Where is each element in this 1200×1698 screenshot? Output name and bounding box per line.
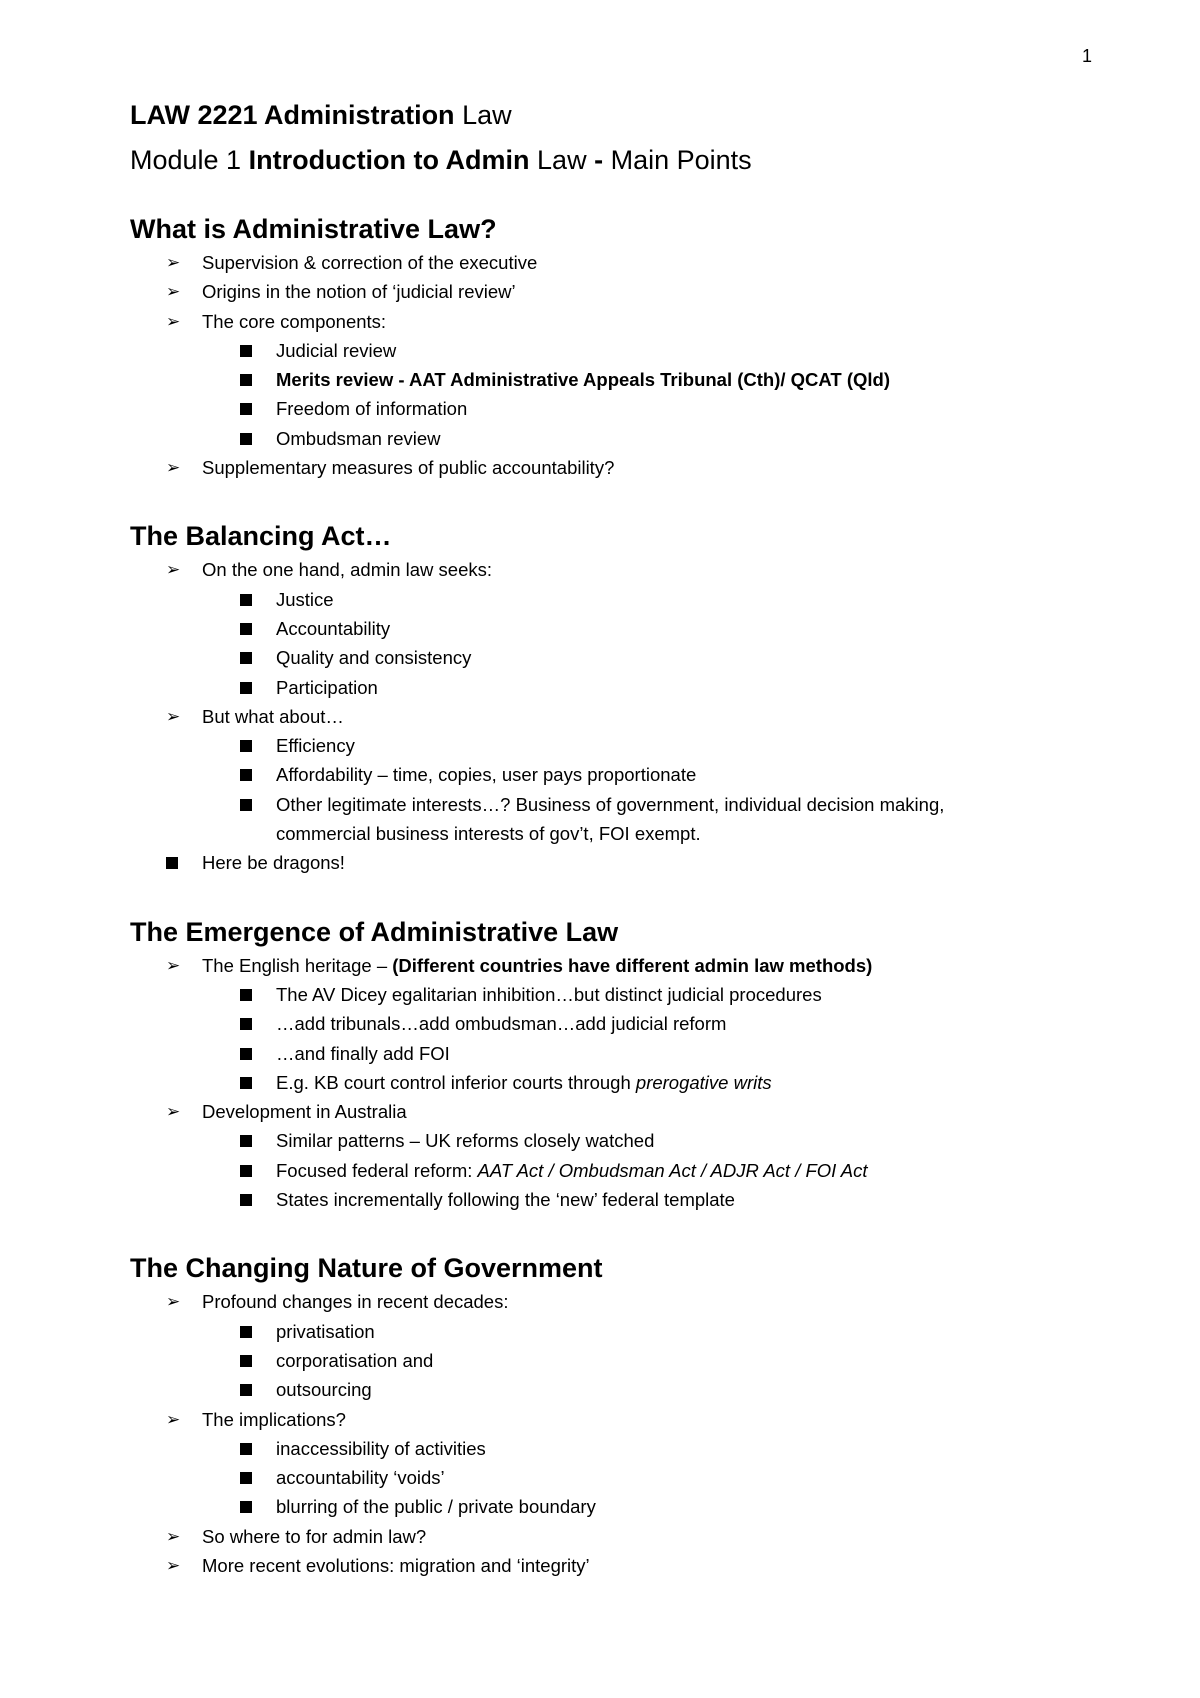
square-bullet-icon xyxy=(240,980,252,1009)
section xyxy=(130,517,1090,877)
title-rest: Law xyxy=(454,100,512,130)
list-item-text: Other legitimate interests…? Business of government, individual decision making, xyxy=(276,793,945,815)
section-gap xyxy=(130,878,1090,913)
list-item xyxy=(130,1185,1090,1214)
list-item xyxy=(130,1405,1090,1434)
page-number: 1 xyxy=(1081,46,1092,66)
list-item-italic-text: AAT Act / Ombudsman Act / ADJR Act / FOI Act xyxy=(477,1159,868,1181)
list-item-text: privatisation xyxy=(276,1320,375,1342)
subtitle-dash: - xyxy=(594,145,604,175)
square-bullet-icon xyxy=(240,394,252,423)
square-bullet-icon xyxy=(240,673,252,702)
subtitle-mid: Law xyxy=(529,145,595,175)
square-bullet-icon xyxy=(240,760,252,789)
list-item-text: Judicial review xyxy=(276,339,397,361)
list-item-text: Efficiency xyxy=(276,735,355,757)
list-item-text: More recent evolutions: migration and ‘integrity’ xyxy=(202,1554,590,1576)
arrow-bullet-icon: ➢ xyxy=(166,1409,181,1429)
square-bullet-icon xyxy=(240,1039,252,1068)
list-item xyxy=(130,248,1090,277)
square-bullet-icon xyxy=(240,1126,252,1155)
list-item xyxy=(130,614,1090,643)
list-item xyxy=(130,585,1090,614)
list-item xyxy=(130,1463,1090,1492)
square-bullet-icon xyxy=(240,336,252,365)
list-item-text: E.g. KB court control inferior courts through xyxy=(276,1071,636,1093)
list-item-italic-text: prerogative writs xyxy=(635,1071,772,1093)
list-item xyxy=(130,1522,1090,1551)
square-bullet-icon xyxy=(166,848,178,877)
subtitle-bold: Introduction to Admin xyxy=(248,145,530,175)
list-item xyxy=(130,307,1090,336)
list-item xyxy=(130,980,1090,1009)
list-item xyxy=(130,1009,1090,1038)
square-bullet-icon xyxy=(240,1434,252,1463)
list-item xyxy=(130,555,1090,584)
title-bold: LAW 2221 Administration xyxy=(130,100,455,130)
list-item xyxy=(130,1097,1090,1126)
arrow-bullet-icon: ➢ xyxy=(166,955,181,975)
section-heading: What is Administrative Law? xyxy=(130,214,497,244)
square-bullet-icon xyxy=(240,365,252,394)
document-body xyxy=(130,210,1090,1580)
list-item-text: blurring of the public / private boundary xyxy=(276,1496,596,1518)
list-item xyxy=(130,760,1090,789)
list-item-text: Freedom of information xyxy=(276,398,468,420)
list-item-text: Origins in the notion of ‘judicial review’ xyxy=(202,281,516,303)
list-item xyxy=(130,336,1090,365)
arrow-bullet-icon: ➢ xyxy=(166,1102,181,1122)
square-bullet-icon xyxy=(240,1317,252,1346)
square-bullet-icon xyxy=(240,1009,252,1038)
arrow-bullet-icon: ➢ xyxy=(166,458,181,478)
list-item-text: inaccessibility of activities xyxy=(276,1437,486,1459)
list-item xyxy=(130,277,1090,306)
list-item-text: Focused federal reform: xyxy=(276,1159,478,1181)
arrow-bullet-icon: ➢ xyxy=(166,560,181,580)
list-item-text: The English heritage – xyxy=(202,954,393,976)
list-item-text: But what about… xyxy=(202,705,344,727)
list-item xyxy=(130,790,1090,819)
section xyxy=(130,1249,1090,1580)
list-item xyxy=(130,1492,1090,1521)
square-bullet-icon xyxy=(240,1346,252,1375)
list-item-text: The implications? xyxy=(202,1408,346,1430)
square-bullet-icon xyxy=(240,1375,252,1404)
list-item xyxy=(130,951,1090,980)
list-item-bold-text: (Different countries have different admin law methods) xyxy=(392,954,873,976)
arrow-bullet-icon: ➢ xyxy=(166,282,181,302)
arrow-bullet-icon: ➢ xyxy=(166,253,181,272)
list-item xyxy=(130,1317,1090,1346)
list-item-text: …and finally add FOI xyxy=(276,1042,450,1064)
list-item xyxy=(130,1287,1090,1316)
list-item xyxy=(130,1551,1090,1580)
section-gap xyxy=(130,1214,1090,1249)
list-item xyxy=(130,848,1090,877)
list-item xyxy=(130,819,1090,848)
list-item-text: Profound changes in recent decades: xyxy=(202,1291,509,1313)
section-gap xyxy=(130,482,1090,517)
list-item xyxy=(130,1156,1090,1185)
list-item-text: corporatisation and xyxy=(276,1349,434,1371)
arrow-bullet-icon: ➢ xyxy=(166,311,181,331)
list-item-text: commercial business interests of gov’t, FOI exempt. xyxy=(276,823,701,845)
section-heading: The Emergence of Administrative Law xyxy=(130,916,619,947)
list-item xyxy=(130,394,1090,423)
list-item xyxy=(130,643,1090,672)
list-item xyxy=(130,1039,1090,1068)
list-item-text: Here be dragons! xyxy=(202,852,345,874)
list-item xyxy=(130,1068,1090,1097)
list-item-text: States incrementally following the ‘new’ federal template xyxy=(276,1189,735,1211)
list-item-text: accountability ‘voids’ xyxy=(276,1467,445,1489)
list-item-text: …add tribunals…add ombudsman…add judicial reform xyxy=(276,1013,727,1035)
list-item-text: outsourcing xyxy=(276,1379,372,1401)
list-item-text: Development in Australia xyxy=(202,1101,407,1123)
square-bullet-icon xyxy=(240,1492,252,1521)
list-item-text: Supervision & correction of the executive xyxy=(202,252,538,273)
list-item xyxy=(130,1375,1090,1404)
list-item-text: Affordability – time, copies, user pays proportionate xyxy=(276,764,697,786)
list-item-text: The AV Dicey egalitarian inhibition…but distinct judicial procedures xyxy=(276,983,822,1005)
document-title xyxy=(130,100,512,131)
square-bullet-icon xyxy=(240,424,252,453)
section xyxy=(130,210,1090,482)
list-item-text: Similar patterns – UK reforms closely watched xyxy=(276,1130,655,1152)
arrow-bullet-icon: ➢ xyxy=(166,706,181,726)
square-bullet-icon xyxy=(240,731,252,760)
square-bullet-icon xyxy=(240,1185,252,1214)
list-item xyxy=(130,1126,1090,1155)
list-item xyxy=(130,1346,1090,1375)
document-subtitle xyxy=(130,145,752,176)
list-item xyxy=(130,424,1090,453)
list-item-text: The core components: xyxy=(202,310,387,332)
subtitle-post: Main Points xyxy=(603,145,752,175)
square-bullet-icon xyxy=(240,1156,252,1185)
square-bullet-icon xyxy=(240,790,252,819)
square-bullet-icon xyxy=(240,643,252,672)
section-heading: The Balancing Act… xyxy=(130,521,392,552)
list-item-text: Quality and consistency xyxy=(276,647,472,669)
list-item-text: Accountability xyxy=(276,617,391,639)
square-bullet-icon xyxy=(240,1068,252,1097)
section xyxy=(130,913,1090,1215)
list-item xyxy=(130,673,1090,702)
list-item-text: On the one hand, admin law seeks: xyxy=(202,559,493,581)
arrow-bullet-icon: ➢ xyxy=(166,1555,181,1575)
list-item xyxy=(130,1434,1090,1463)
square-bullet-icon xyxy=(240,585,252,614)
arrow-bullet-icon: ➢ xyxy=(166,1292,181,1312)
subtitle-pre: Module 1 xyxy=(130,145,249,175)
list-item xyxy=(130,702,1090,731)
list-item-text: Supplementary measures of public accountability? xyxy=(202,457,615,479)
square-bullet-icon xyxy=(240,614,252,643)
list-item-text: Participation xyxy=(276,676,378,698)
list-item-text: Ombudsman review xyxy=(276,427,441,449)
list-item xyxy=(130,453,1090,482)
square-bullet-icon xyxy=(240,1463,252,1492)
list-item xyxy=(130,365,1090,394)
list-item xyxy=(130,731,1090,760)
list-item-text: Merits review - AAT Administrative Appeals Tribunal (Cth)/ QCAT (Qld) xyxy=(276,369,890,391)
list-item-text: Justice xyxy=(276,588,334,610)
list-item-text: So where to for admin law? xyxy=(202,1525,427,1547)
section-heading: The Changing Nature of Government xyxy=(130,1253,603,1284)
arrow-bullet-icon: ➢ xyxy=(166,1526,181,1546)
